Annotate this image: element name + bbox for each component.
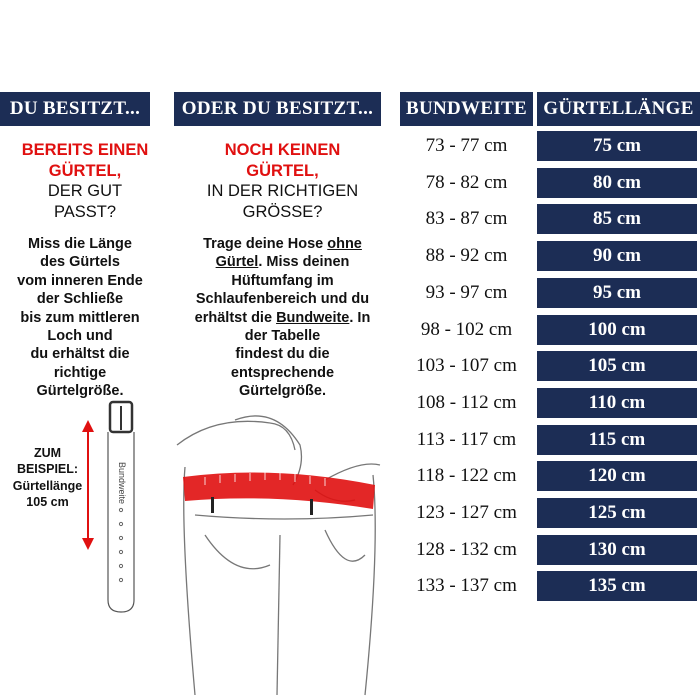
col2-text: . In bbox=[349, 309, 371, 326]
col1-body-line: der Schließe bbox=[36, 291, 124, 308]
col1-body-line: vom inneren Ende bbox=[17, 272, 143, 289]
col1-body-line: Loch und bbox=[47, 328, 113, 345]
table-row-guertellaenge: 125 cm bbox=[537, 498, 697, 528]
table-row-guertellaenge: 95 cm bbox=[537, 278, 697, 308]
table-row-bundweite: 73 - 77 cm bbox=[425, 135, 508, 156]
col1-title-red-1: BEREITS EINEN bbox=[21, 141, 149, 159]
col2-text: . Miss deinen bbox=[258, 254, 350, 271]
table-row-bundweite: 133 - 137 cm bbox=[416, 575, 517, 596]
table-row-bundweite: 108 - 112 cm bbox=[416, 392, 517, 413]
table-row-bundweite: 78 - 82 cm bbox=[425, 172, 508, 193]
table-row-guertellaenge: 90 cm bbox=[537, 241, 697, 271]
col2-underlined-text: Bundweite bbox=[276, 309, 350, 326]
col2-instructions bbox=[170, 235, 395, 401]
col2-body-line: Hüftumfang im bbox=[231, 272, 334, 289]
col2-body-line: Gürtelgröße. bbox=[238, 383, 326, 400]
table-row-guertellaenge: 100 cm bbox=[537, 315, 697, 345]
header-oder-du-besitzt: ODER DU BESITZT... bbox=[174, 92, 381, 126]
col2-text: Trage deine Hose bbox=[203, 236, 328, 252]
col2-title-red-1: NOCH KEINEN bbox=[224, 141, 341, 159]
col1-body-line: bis zum mittleren bbox=[20, 309, 140, 326]
table-row-guertellaenge: 85 cm bbox=[537, 204, 697, 234]
example-line: 105 cm bbox=[26, 494, 69, 509]
table-row-guertellaenge: 115 cm bbox=[537, 425, 697, 455]
table-row-bundweite: 118 - 122 cm bbox=[416, 465, 517, 486]
col2-body-line bbox=[170, 235, 395, 253]
table-row-bundweite: 123 - 127 cm bbox=[416, 502, 517, 523]
table-row-guertellaenge: 105 cm bbox=[537, 351, 697, 381]
col2-underlined-text: ohne bbox=[327, 236, 362, 252]
example-caption bbox=[5, 445, 90, 510]
example-line: BEISPIEL: bbox=[16, 462, 79, 477]
table-row-guertellaenge: 110 cm bbox=[537, 388, 697, 418]
col2-title-black-1: IN DER RICHTIGEN bbox=[206, 182, 359, 201]
col2-title-red-2: GÜRTEL, bbox=[246, 161, 319, 180]
table-row-guertellaenge: 75 cm bbox=[537, 131, 697, 161]
col1-body-line: du erhältst die bbox=[30, 346, 130, 363]
col2-body-line bbox=[170, 309, 395, 327]
example-line: ZUM bbox=[33, 446, 62, 460]
table-row-guertellaenge: 80 cm bbox=[537, 168, 697, 198]
col2-text: erhältst die bbox=[194, 309, 277, 326]
col1-body-line: richtige bbox=[53, 364, 107, 381]
table-row-guertellaenge: 135 cm bbox=[537, 571, 697, 601]
col2-underlined-text: Gürtel bbox=[215, 254, 259, 271]
belt-label: Bundweite bbox=[117, 461, 127, 505]
header-bundweite: BUNDWEITE bbox=[400, 92, 533, 126]
measure-arrow-icon bbox=[80, 420, 96, 550]
table-row-bundweite: 83 - 87 cm bbox=[425, 208, 508, 229]
col1-body-line: Gürtelgröße. bbox=[36, 383, 124, 400]
table-row-bundweite: 88 - 92 cm bbox=[425, 245, 508, 266]
example-line: Gürtellänge bbox=[12, 478, 83, 493]
col1-title-black-1: DER GUT bbox=[47, 182, 123, 201]
table-row-guertellaenge: 130 cm bbox=[537, 535, 697, 565]
col1-body-line: des Gürtels bbox=[40, 254, 120, 271]
col2-body-line bbox=[170, 253, 395, 271]
col2-title bbox=[170, 140, 395, 223]
col1-title-black-2: PASST? bbox=[53, 202, 117, 221]
table-row-bundweite: 128 - 132 cm bbox=[416, 539, 517, 560]
col1-title-red-2: GÜRTEL, bbox=[48, 161, 122, 180]
header-du-besitzt: DU BESITZT... bbox=[0, 92, 150, 126]
col1-body-line: Miss die Länge bbox=[28, 236, 132, 252]
header-guertellaenge: GÜRTELLÄNGE bbox=[537, 92, 700, 126]
table-row-bundweite: 93 - 97 cm bbox=[425, 282, 508, 303]
table-row-bundweite: 113 - 117 cm bbox=[416, 429, 517, 450]
col2-body-line: Schlaufenbereich und du bbox=[195, 291, 370, 308]
col1-title bbox=[0, 140, 170, 223]
col2-body-line: der Tabelle bbox=[244, 328, 321, 345]
col2-title-black-2: GRÖSSE? bbox=[242, 202, 323, 221]
table-row-bundweite: 98 - 102 cm bbox=[420, 319, 513, 340]
table-row-bundweite: 103 - 107 cm bbox=[416, 355, 517, 376]
col1-instructions bbox=[0, 235, 160, 401]
waist-measure-illustration bbox=[175, 405, 385, 700]
col2-body-line: entsprechende bbox=[230, 364, 335, 381]
col2-body-line: findest du die bbox=[235, 346, 330, 363]
table-row-guertellaenge: 120 cm bbox=[537, 461, 697, 491]
